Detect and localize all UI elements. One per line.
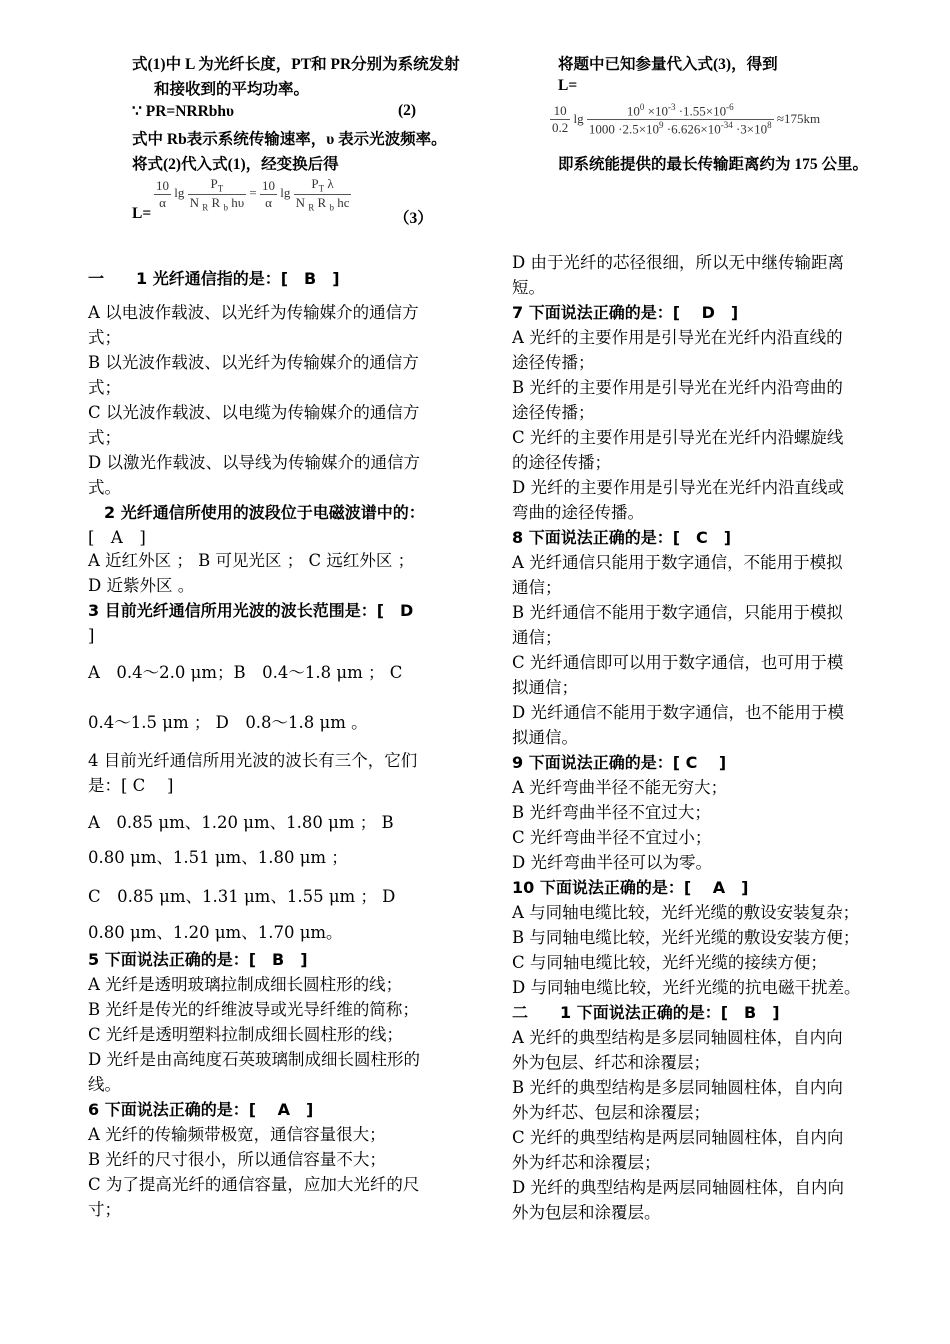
text-line: B 与同轴电缆比较，光纤光缆的敷设安装方便； — [512, 928, 860, 947]
text-line: 式。 — [88, 478, 121, 497]
header-text: 将式(2)代入式(1)，经变换后得 — [132, 156, 339, 173]
text-line: [ A ] — [88, 528, 146, 547]
text-line: 式； — [88, 328, 121, 347]
text-line: 式； — [88, 378, 121, 397]
text-line: 3 目前光纤通信所用光波的波长范围是：[ D — [88, 601, 414, 620]
text-line: 二 1 下面说法正确的是：[ B ] — [512, 1003, 780, 1022]
text-line: A 光纤通信只能用于数字通信，不能用于模拟 — [512, 553, 843, 572]
text-line: B 光纤是传光的纤维波导或光导纤维的简称； — [88, 1000, 419, 1019]
text-line: A 0.4～2.0 μm；B 0.4～1.8 μm ； C — [88, 663, 403, 682]
text-line: C 光纤的主要作用是引导光在光纤内沿螺旋线 — [512, 428, 844, 447]
text-line: D 光纤的主要作用是引导光在光纤内沿直线或 — [512, 478, 844, 497]
text-line: A 与同轴电缆比较，光纤光缆的敷设安装复杂； — [512, 903, 860, 922]
text-line: C 与同轴电缆比较，光纤光缆的接续方便； — [512, 953, 827, 972]
text-line: A 光纤的传输频带极宽，通信容量很大； — [88, 1125, 386, 1144]
text-line: D 光纤的典型结构是两层同轴圆柱体，自内向 — [512, 1178, 844, 1197]
text-line: 途径传播； — [512, 403, 595, 422]
text-line: 0.80 μm、1.51 μm、1.80 μm ； — [88, 848, 348, 867]
text-line: ] — [88, 626, 95, 645]
text-line: A 光纤的典型结构是多层同轴圆柱体，自内向 — [512, 1028, 843, 1047]
equation-number: （3） — [394, 210, 433, 227]
text-line: B 光纤弯曲半径不宜过大； — [512, 803, 711, 822]
text-line: 的途径传播； — [512, 453, 611, 472]
text-line: 一 1 光纤通信指的是：[ B ] — [88, 269, 340, 288]
header-text: 式中 Rb表示系统传输速率，υ 表示光波频率。 — [132, 131, 447, 148]
text-line: 是：[ C ] — [88, 776, 174, 795]
equation-number: (2) — [398, 102, 417, 119]
formula-image: $\frac{10}{\alpha}$ lg $\frac{P_T}{N _R R _b h\upsilon}$ = $\frac{10}{\alpha}$ lg $\frac{P_T \lambda}{N _R R _b hc}$ — [156, 176, 350, 213]
header-text: ∵ PR=NRRbhυ — [132, 103, 235, 120]
text-line: B 光纤的尺寸很小，所以通信容量不大； — [88, 1150, 386, 1169]
header-text: 将题中已知参量代入式(3)，得到 — [558, 56, 778, 73]
header-text: 式(1)中 L 为光纤长度，PT和 PR分别为系统发射 — [132, 56, 460, 73]
header-text: L= — [558, 77, 578, 94]
text-line: B 光纤的典型结构是多层同轴圆柱体，自内向 — [512, 1078, 843, 1097]
text-line: 6 下面说法正确的是：[ A ] — [88, 1100, 314, 1119]
text-line: 通信； — [512, 578, 562, 597]
text-line: D 由于光纤的芯径很细，所以无中继传输距离 — [512, 253, 844, 272]
text-line: D 光纤弯曲半径可以为零。 — [512, 853, 712, 872]
text-line: 9 下面说法正确的是：[ C ] — [512, 753, 727, 772]
text-line: B 光纤通信不能用于数字通信，只能用于模拟 — [512, 603, 843, 622]
text-line: 0.4～1.5 μm ； D 0.8～1.8 μm 。 — [88, 713, 368, 732]
text-line: C 光纤弯曲半径不宜过小； — [512, 828, 712, 847]
text-line: 寸； — [88, 1200, 121, 1219]
text-line: D 与同轴电缆比较，光纤光缆的抗电磁干扰差。 — [512, 978, 861, 997]
text-line: C 光纤是透明塑料拉制成细长圆柱形的线； — [88, 1025, 403, 1044]
text-line: A 近红外区 ； B 可见光区 ； C 远红外区 ； — [88, 551, 415, 570]
text-line: B 光纤的主要作用是引导光在光纤内沿弯曲的 — [512, 378, 843, 397]
text-line: C 以光波作载波、以电缆为传输媒介的通信方 — [88, 403, 420, 422]
text-line: 0.80 μm、1.20 μm、1.70 μm。 — [88, 923, 343, 942]
text-line: 通信； — [512, 628, 562, 647]
formula-label: L= — [132, 205, 152, 222]
text-line: 外为包层、纤芯和涂覆层； — [512, 1053, 710, 1072]
text-line: 式； — [88, 428, 121, 447]
text-line: C 0.85 μm、1.31 μm、1.55 μm ； D — [88, 887, 396, 906]
header-text: 和接收到的平均功率。 — [154, 81, 310, 98]
text-line: 线。 — [88, 1075, 121, 1094]
text-line: 短。 — [512, 278, 545, 297]
text-line: 10 下面说法正确的是：[ A ] — [512, 878, 749, 897]
text-line: D 光纤通信不能用于数字通信，也不能用于模 — [512, 703, 844, 722]
text-line: 2 光纤通信所使用的波段位于电磁波谱中的： — [88, 503, 425, 522]
text-line: 外为纤芯、包层和涂覆层； — [512, 1103, 710, 1122]
text-line: D 以激光作载波、以导线为传输媒介的通信方 — [88, 453, 420, 472]
text-line: 5 下面说法正确的是：[ B ] — [88, 950, 308, 969]
text-line: C 光纤通信即可以用于数字通信，也可用于模 — [512, 653, 844, 672]
formula-result: ≈175km — [776, 110, 821, 126]
header-text: 即系统能提供的最长传输距离约为 175 公里。 — [558, 156, 869, 173]
text-line: A 0.85 μm、1.20 μm、1.80 μm ； B — [88, 813, 394, 832]
text-line: D 光纤是由高纯度石英玻璃制成细长圆柱形的 — [88, 1050, 420, 1069]
text-line: C 光纤的典型结构是两层同轴圆柱体，自内向 — [512, 1128, 844, 1147]
text-line: 外为包层和涂覆层。 — [512, 1203, 661, 1222]
text-line: 外为纤芯和涂覆层； — [512, 1153, 661, 1172]
text-line: A 光纤的主要作用是引导光在光纤内沿直线的 — [512, 328, 843, 347]
text-line: 拟通信； — [512, 678, 578, 697]
text-line: A 以电波作载波、以光纤为传输媒介的通信方 — [88, 303, 419, 322]
text-line: A 光纤是透明玻璃拉制成细长圆柱形的线； — [88, 975, 403, 994]
formula-image: $\frac{10}{0.2}$ lg $\frac{10^0 \times 10^{-3} \cdot 1.55\times 10^{-6}}{1000 \cdot 2.5\times 10^9 \cdot 6.626\times 10^{-34} \cdot 3\times 10^8}$ ≈175km — [552, 102, 821, 137]
text-line: 8 下面说法正确的是：[ C ] — [512, 528, 732, 547]
text-line: 拟通信。 — [512, 728, 578, 747]
text-line: A 光纤弯曲半径不能无穷大； — [512, 778, 728, 797]
text-line: D 近紫外区 。 — [88, 576, 195, 595]
text-line: 弯曲的途径传播。 — [512, 503, 644, 522]
text-line: 7 下面说法正确的是：[ D ] — [512, 303, 739, 322]
text-line: B 以光波作载波、以光纤为传输媒介的通信方 — [88, 353, 419, 372]
text-line: 途径传播； — [512, 353, 595, 372]
text-line: C 为了提高光纤的通信容量，应加大光纤的尺 — [88, 1175, 420, 1194]
text-line: 4 目前光纤通信所用光波的波长有三个，它们 — [88, 751, 418, 770]
